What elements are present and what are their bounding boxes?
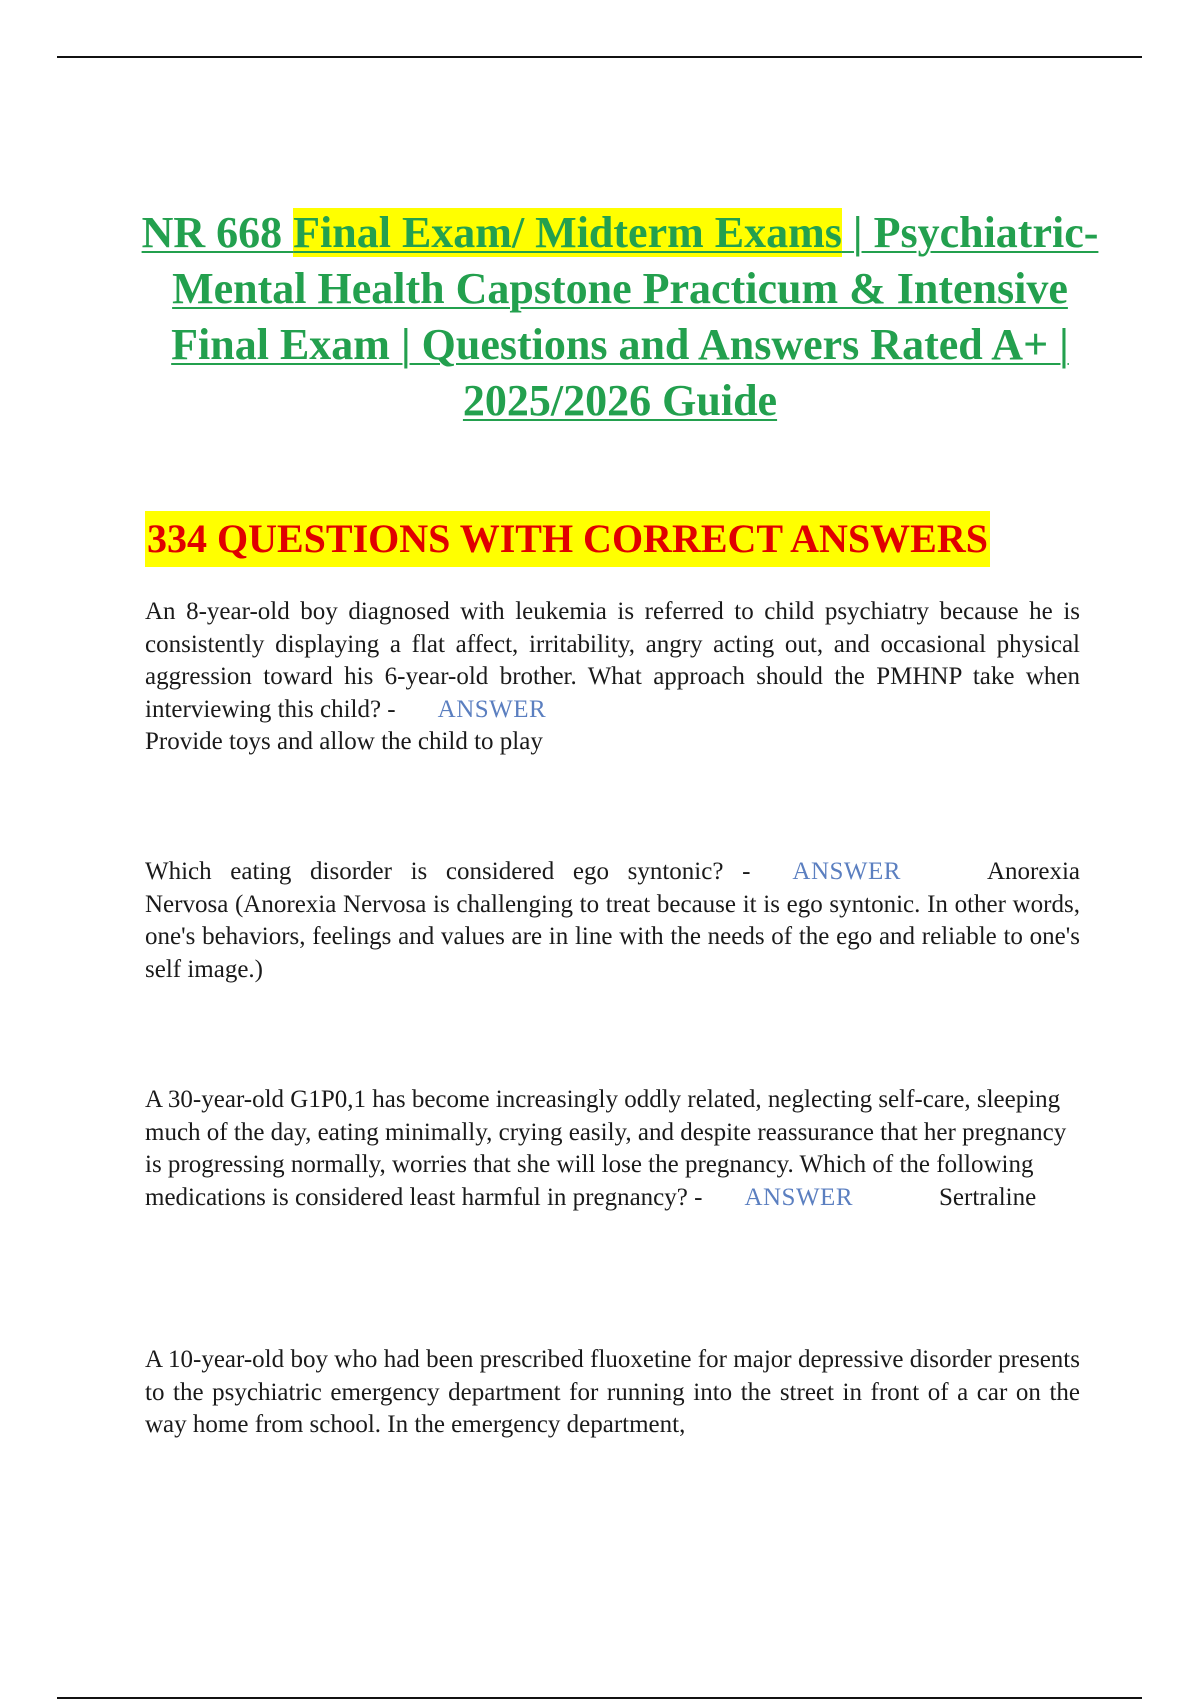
question-text: A 30-year-old G1P0,1 has become increasingly oddly related, neglecting self-care, sleeping much of the day, eating minimally, crying easily, and despite reassurance that her pregnancy is progressing normally, worries that she will lose the pregnancy. Which of the following medications is considered least harmful in pregnancy? - xyxy=(145,1086,1067,1211)
title-highlighted-text: Final Exam/ Midterm Exams xyxy=(293,208,842,257)
qa-item xyxy=(145,1084,1080,1214)
answer-label: ANSWER xyxy=(792,858,901,885)
answer-label: ANSWER xyxy=(437,695,547,723)
answer-text: Anorexia Nervosa (Anorexia Nervosa is challenging to treat because it is ego syntonic. In other words, one's behaviors, feelings and values are in line with the needs of the ego and reliable to one's self image.) xyxy=(145,858,1080,983)
document-title xyxy=(130,205,1110,429)
question-text: Which eating disorder is considered ego syntonic? - xyxy=(145,858,751,885)
title-rest: | Psychiatric-Mental Health Capstone Practicum & Intensive Final Exam | Questions and Answers Rated A+ | 2025/2026 Guide xyxy=(171,208,1099,425)
answer-label: ANSWER xyxy=(744,1183,854,1211)
footer-rule xyxy=(57,1697,1142,1699)
qa-item xyxy=(145,596,1080,759)
question-text: A 10-year-old boy who had been prescribed fluoxetine for major depressive disorder presents to the psychiatric emergency department for running into the street in front of a car on the way home from school. In the emergency department, xyxy=(145,1346,1080,1438)
answer-text: Provide toys and allow the child to play xyxy=(145,728,543,755)
qa-item xyxy=(145,856,1080,986)
answer-text: Sertraline xyxy=(939,1183,1037,1211)
header-rule xyxy=(57,56,1142,58)
title-course-code: NR 668 xyxy=(141,208,294,257)
question-text: An 8-year-old boy diagnosed with leukemia is referred to child psychiatry because he is consistently displaying a flat affect, irritability, angry acting out, and occasional physical aggression toward his 6-year-old brother. What approach should the PMHNP take when interviewing this child? - xyxy=(145,598,1080,723)
question-count-banner: 334 QUESTIONS WITH CORRECT ANSWERS xyxy=(145,511,990,567)
qa-item xyxy=(145,1344,1080,1442)
